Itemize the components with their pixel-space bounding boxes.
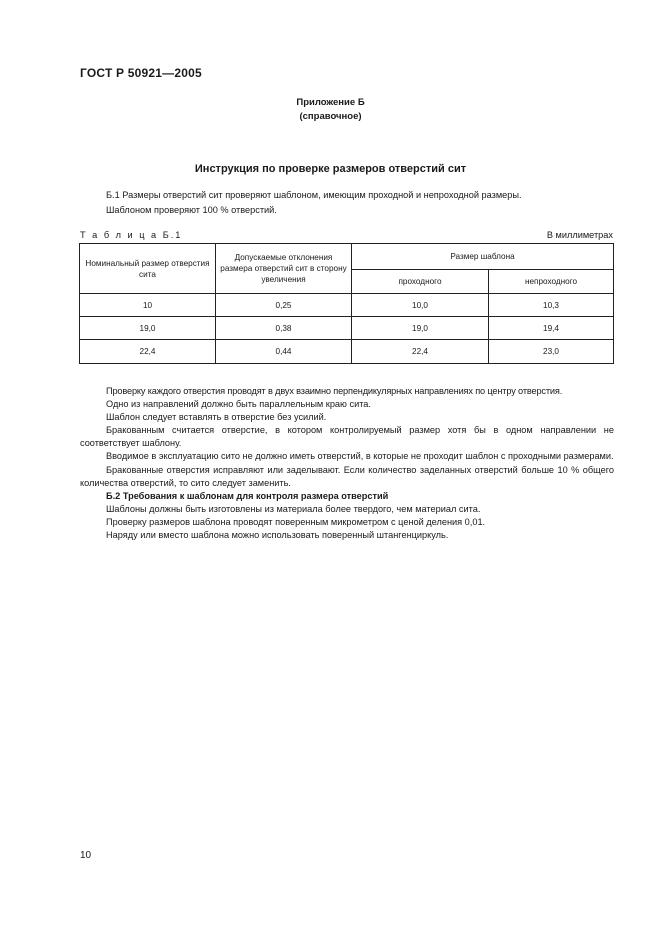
paragraph: Проверку каждого отверстия проводят в двух взаимно перпендикулярных направлениях по центру отверстия. — [106, 386, 563, 396]
header-tolerance: Допускаемые отклонения размера отверстий сит в сторону увеличения — [216, 244, 352, 294]
standard-header: ГОСТ Р 50921—2005 — [80, 66, 202, 80]
section-title: Инструкция по проверке размеров отверстий сит — [194, 163, 467, 175]
paragraph: Бракованным считается отверстие, в котором контролируемый размер хотя бы в одном направлении не соответствует шаблону. — [80, 425, 614, 449]
cell-no-go: 19,4 — [489, 317, 614, 340]
cell-no-go: 10,3 — [489, 294, 614, 317]
cell-nominal: 19,0 — [80, 317, 216, 340]
subsection-heading: Б.2 Требования к шаблонам для контроля размера отверстий — [106, 490, 389, 501]
cell-nominal: 22,4 — [80, 340, 216, 364]
paragraph: Вводимое в эксплуатацию сито не должно иметь отверстий, в которые не проходит шаблон с проходными размерами. — [106, 451, 614, 462]
cell-nominal: 10 — [80, 294, 216, 317]
paragraph: Наряду или вместо шаблона можно использовать поверенный штангенциркуль. — [106, 530, 449, 541]
table-units: В миллиметрах — [546, 230, 613, 240]
cell-tolerance: 0,38 — [216, 317, 352, 340]
intro-line-2: Шаблоном проверяют 100 % отверстий. — [106, 205, 277, 215]
paragraph: Проверку размеров шаблона проводят поверенным микрометром с ценой деления 0,01. — [106, 516, 486, 527]
table-row — [80, 317, 614, 340]
cell-tolerance: 0,44 — [216, 340, 352, 364]
paragraph: Бракованные отверстия исправляют или заделывают. Если количество заделанных отверстий больше 10 % общего количества отверстий, то сито следует заменить. — [80, 464, 614, 488]
paragraph: Одно из направлений должно быть параллельным краю сита. — [106, 399, 371, 410]
cell-tolerance: 0,25 — [216, 294, 352, 317]
table-row — [80, 294, 614, 317]
header-go: проходного — [352, 270, 489, 294]
cell-go: 22,4 — [352, 340, 489, 364]
table-row — [80, 340, 614, 364]
body-text — [80, 385, 614, 542]
intro-line-1: Б.1 Размеры отверстий сит проверяют шаблоном, имеющим проходной и непроходной размеры. — [106, 190, 522, 200]
cell-go: 19,0 — [352, 317, 489, 340]
table-caption: Т а б л и ц а Б.1 — [80, 230, 183, 240]
page-number: 10 — [80, 850, 92, 861]
appendix-label: Приложение Б — [296, 97, 365, 108]
header-template-size: Размер шаблона — [352, 244, 614, 270]
appendix-status: (справочное) — [299, 111, 362, 122]
header-no-go: непроходного — [489, 270, 614, 294]
paragraph: Шаблон следует вставлять в отверстие без усилий. — [106, 412, 327, 423]
cell-no-go: 23,0 — [489, 340, 614, 364]
cell-go: 10,0 — [352, 294, 489, 317]
paragraph: Шаблоны должны быть изготовлены из материала более твердого, чем материал сита. — [106, 503, 481, 514]
sieve-template-table — [79, 243, 614, 364]
header-nominal-size: Номинальный размер отверстия сита — [80, 244, 216, 294]
